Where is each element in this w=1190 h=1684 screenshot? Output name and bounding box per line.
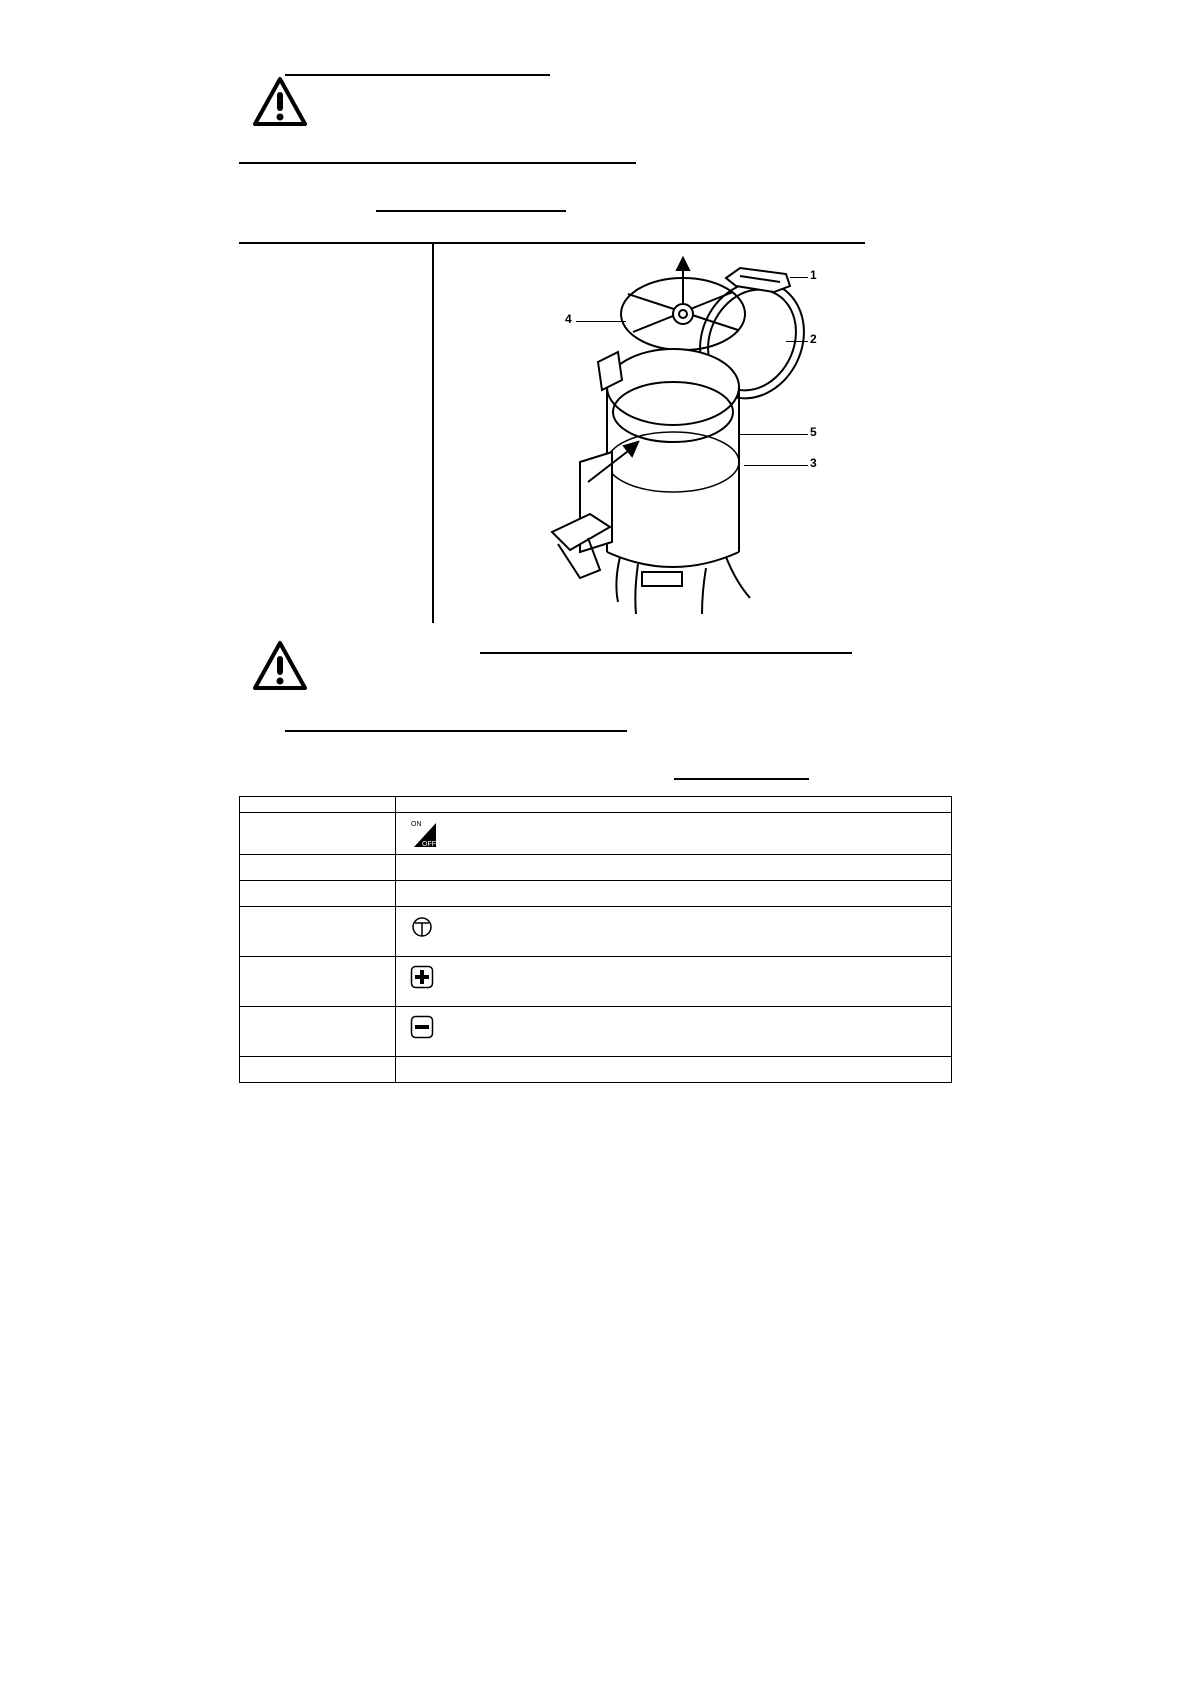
callout-line-4 [576, 321, 626, 322]
table-cell [396, 797, 952, 813]
table-cell [396, 1057, 952, 1083]
section-rule-2 [285, 730, 627, 732]
warning-rule [480, 652, 852, 654]
table-row [240, 957, 952, 1007]
table-row [240, 1057, 952, 1083]
callout-4: 4 [565, 312, 572, 326]
callout-line-3 [744, 465, 808, 466]
table-cell [240, 813, 396, 855]
warning-triangle-icon [252, 640, 308, 692]
table-cell [396, 957, 952, 1007]
table-cell [396, 813, 952, 855]
table-row [240, 855, 952, 881]
top-rule [285, 74, 550, 76]
callout-5: 5 [810, 425, 817, 439]
table-cell [396, 855, 952, 881]
table-row [240, 1007, 952, 1057]
table-cell [240, 855, 396, 881]
peeler-machine-illustration [540, 252, 840, 622]
column-divider [432, 243, 434, 623]
svg-text:ON: ON [411, 821, 422, 828]
table-cell [240, 1057, 396, 1083]
table-cell [240, 881, 396, 907]
callout-2: 2 [810, 332, 817, 346]
table-row [240, 881, 952, 907]
table-row [240, 813, 952, 855]
callout-line-1 [790, 277, 808, 278]
minus-icon [410, 1015, 434, 1039]
section-rule [239, 162, 636, 164]
column-top-rule [239, 242, 865, 244]
callout-line-5 [740, 434, 808, 435]
timer-icon [410, 915, 434, 939]
svg-text:OFF: OFF [422, 841, 436, 848]
table-row [240, 797, 952, 813]
subsection-rule [376, 210, 566, 212]
table-cell [396, 1007, 952, 1057]
table-cell [240, 797, 396, 813]
table-cell [240, 957, 396, 1007]
table-cell [240, 1007, 396, 1057]
table-cell [396, 881, 952, 907]
table-cell [396, 907, 952, 957]
callout-3: 3 [810, 456, 817, 470]
callout-line-2 [786, 341, 808, 342]
subsection-rule-2 [674, 778, 809, 780]
plus-icon [410, 965, 434, 989]
callout-1: 1 [810, 268, 817, 282]
controls-table [239, 796, 952, 1083]
warning-triangle-icon [252, 76, 308, 128]
table-cell [240, 907, 396, 957]
on-off-icon [410, 817, 438, 849]
table-row [240, 907, 952, 957]
